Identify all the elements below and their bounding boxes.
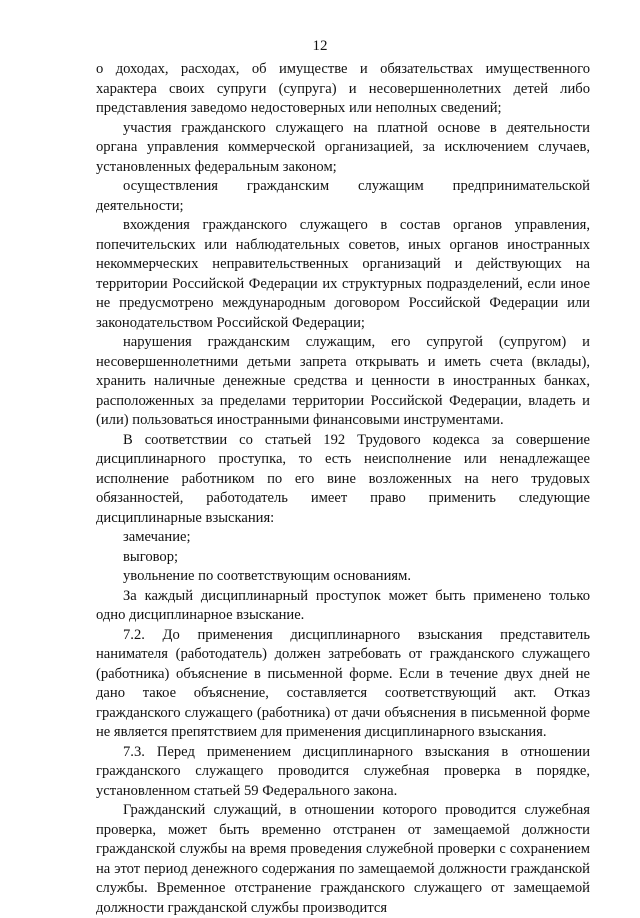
paragraph: вхождения гражданского служащего в состав органов управления, попечительских или наблюдательных советов, иных органов иностранных некоммерческих неправительственных организаций и действующих на территории Российской Федерации их структурных подразделений, если иное не предусмотрено международным договором Российской Федерации или законодательством Российской Федерации;: [96, 217, 590, 331]
paragraph: За каждый дисциплинарный проступок может быть применено только одно дисциплинарное взыскание.: [96, 587, 590, 623]
paragraph: осуществления гражданским служащим предпринимательской деятельности;: [96, 178, 590, 214]
list-item: замечание;: [123, 529, 191, 545]
list-item: увольнение по соответствующим основаниям.: [123, 568, 412, 584]
paragraph: Гражданский служащий, в отношении которого проводится служебная проверка, может быть временно отстранен от замещаемой должности гражданской службы на время проведения служебной проверки с сохранением на этот период денежного содержания по замещаемой должности гражданской службы. Временное отстранение гражданского служащего от замещаемой должности гражданской службы производится: [96, 802, 590, 916]
page-number: 12: [312, 38, 328, 54]
document-body: [96, 60, 590, 918]
list-item: выговор;: [123, 548, 179, 565]
paragraph: о доходах, расходах, об имуществе и обязательствах имущественного характера своих супруги (супруга) и несовершеннолетних детей либо представления заведомо недостоверных или неполных сведений;: [96, 61, 590, 116]
paragraph: нарушения гражданским служащим, его супругой (супругом) и несовершеннолетними детьми запрета открывать и иметь счета (вклады), хранить наличные денежные средства и ценности в иностранных банках, расположенных за пределами территории Российской Федерации, владеть и (или) пользоваться иностранными финансовыми инструментами.: [96, 334, 590, 428]
paragraph: В соответствии со статьей 192 Трудового кодекса за совершение дисциплинарного проступка, то есть неисполнение или ненадлежащее исполнение работником по его вине возложенных на него трудовых обязанностей, работодатель имеет право применить следующие дисциплинарные взыскания:: [96, 431, 590, 526]
section-7-2-paragraph: 7.2. До применения дисциплинарного взыскания представитель нанимателя (работодатель) должен затребовать от гражданского служащего (работника) объяснение в письменной форме. Если в течение двух дней не дано такое объяснение, составляется соответствующий акт. Отказ гражданского служащего (работника) от дачи объяснения в письменной форме не является препятствием для применения дисциплинарного взыскания.: [96, 626, 590, 740]
paragraph: участия гражданского служащего на платной основе в деятельности органа управления коммерческой организацией, за исключением случаев, установленных федеральным законом;: [96, 119, 590, 175]
section-7-3-paragraph: 7.3. Перед применением дисциплинарного взыскания в отношении гражданского служащего проводится служебная проверка в порядке, установленном статьей 59 Федерального закона.: [96, 743, 590, 799]
